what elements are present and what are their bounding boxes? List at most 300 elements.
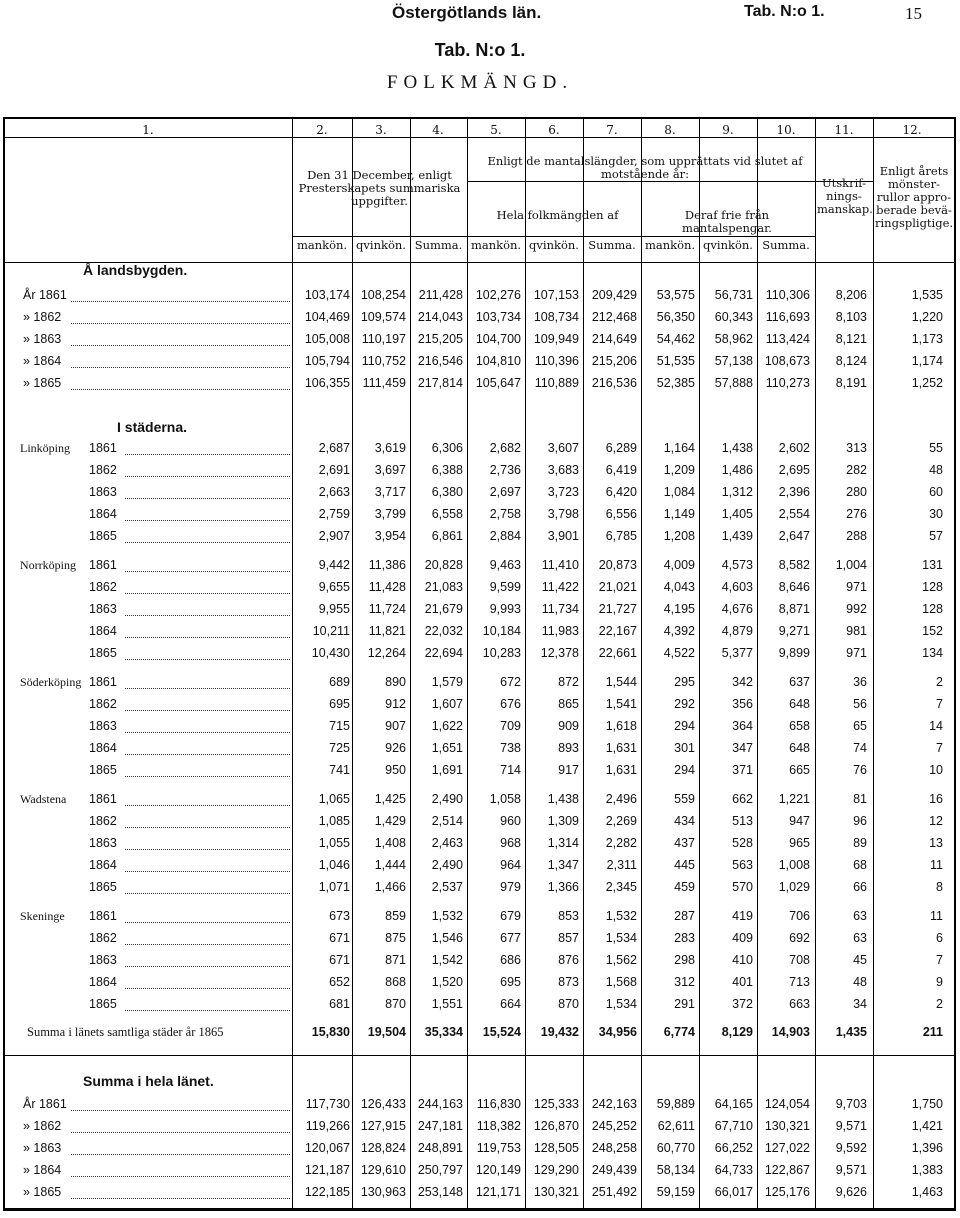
cell-value: 280 [846,485,867,499]
cell-value: 907 [385,719,406,733]
cell-value: 214,043 [417,310,463,324]
cell-value: 1,541 [605,697,637,711]
town-name: Skeninge [20,909,65,923]
cell-value: 347 [732,741,753,755]
cell-value: 1,314 [547,836,579,850]
cell-value: 971 [846,580,867,594]
cell-value: 1,631 [605,741,637,755]
cell-value: 19,432 [540,1025,579,1039]
table-row [5,697,954,717]
cell-value: 313 [846,441,867,455]
cell-value: 119,266 [305,1119,350,1133]
cell-value: 715 [329,719,350,733]
cell-value: 76 [853,763,867,777]
cell-value: 6,556 [605,507,637,521]
cell-value: 1,618 [605,719,637,733]
cell-value: 2,269 [605,814,637,828]
cell-value: 48 [853,975,867,989]
cell-value: 1,534 [605,931,637,945]
cell-value: 214,649 [591,332,637,346]
cell-value: 2,514 [431,814,463,828]
cell-value: 294 [674,763,695,777]
cell-value: 20,873 [598,558,637,572]
cell-value: 57 [929,529,943,543]
table-row [5,602,954,622]
dot-leader [71,1198,290,1199]
table-row [5,558,954,578]
cell-value: 372 [732,997,753,1011]
dot-leader [125,710,290,711]
cell-value: 679 [500,909,521,923]
row-year: 1864 [89,624,117,638]
table-row [5,909,954,929]
cell-value: 287 [674,909,695,923]
cell-value: 1,164 [663,441,695,455]
cell-value: 870 [385,997,406,1011]
cell-value: 2,695 [778,463,810,477]
cell-value: 1,252 [911,376,943,390]
cell-value: 89 [853,836,867,850]
cell-value: 22,694 [424,646,463,660]
cell-value: 6,558 [431,507,463,521]
cell-value: 11 [930,909,943,923]
table-row [5,441,954,461]
cell-value: 63 [853,909,867,923]
cell-value: 1,631 [605,763,637,777]
row-year: 1864 [89,507,117,521]
cell-value: 410 [732,953,753,967]
cell-value: 2,537 [431,880,463,894]
cell-value: 6,861 [431,529,463,543]
cell-value: 67,710 [714,1119,753,1133]
cell-value: 1,312 [721,485,753,499]
town-name: Söderköping [20,675,82,689]
cell-value: 248,891 [417,1141,463,1155]
cell-value: 9,703 [835,1097,867,1111]
dot-leader [125,476,290,477]
cell-value: 2,463 [431,836,463,850]
header-rule [467,236,815,237]
cell-value: 16 [929,792,943,806]
cell-value: 119,753 [476,1141,521,1155]
cell-value: 1,221 [778,792,810,806]
running-header-county: Östergötlands län. [392,3,542,22]
cell-value: 60,770 [656,1141,695,1155]
cell-value: 4,573 [721,558,753,572]
column-number: 10. [776,123,796,137]
cell-value: 111,459 [362,376,406,390]
cell-value: 21,679 [424,602,463,616]
dot-leader [71,345,290,346]
cell-value: 1,366 [547,880,579,894]
table-row [5,1119,954,1139]
cell-value: 11,422 [541,580,579,594]
cell-value: 2,282 [605,836,637,850]
dot-leader [125,498,290,499]
cell-value: 118,382 [476,1119,521,1133]
separator-rule [5,1055,954,1056]
row-label: » 1863 [23,332,62,346]
cell-value: 695 [329,697,350,711]
cell-value: 134 [922,646,943,660]
cell-value: 409 [732,931,753,945]
table-number-title: Tab. N:o 1. [434,40,526,60]
cell-value: 7 [936,697,943,711]
cell-value: 9,599 [489,580,521,594]
cell-value: 676 [500,697,521,711]
cell-value: 276 [846,507,867,521]
cell-value: 912 [385,697,406,711]
cell-value: 648 [789,697,810,711]
cell-value: 53,575 [656,288,695,302]
cell-value: 103,734 [475,310,521,324]
cell-value: 301 [674,741,695,755]
cell-value: 725 [329,741,350,755]
dot-leader [71,1132,290,1133]
cell-value: 371 [732,763,753,777]
header-rule [467,181,873,182]
cell-value: 1,486 [721,463,753,477]
cell-value: 3,717 [374,485,406,499]
row-year: 1863 [89,602,117,616]
cell-value: 2,496 [605,792,637,806]
cell-value: 10,184 [482,624,521,638]
cell-value: 1,691 [431,763,463,777]
cell-value: 2,697 [489,485,521,499]
cell-value: 106,355 [304,376,350,390]
cell-value: 890 [385,675,406,689]
column-number: 7. [606,123,618,137]
table-row [5,763,954,783]
row-year: 1863 [89,485,117,499]
cell-value: 7 [936,741,943,755]
cell-value: 1,347 [547,858,579,872]
cell-value: 893 [558,741,579,755]
dot-leader [125,571,290,572]
cell-value: 960 [500,814,521,828]
cell-value: 105,647 [475,376,521,390]
cell-value: 125,176 [764,1185,810,1199]
cell-value: 55 [929,441,943,455]
row-year: 1861 [89,558,117,572]
dot-leader [125,732,290,733]
dot-leader [125,637,290,638]
cell-value: 110,752 [361,354,406,368]
cell-value: 4,043 [663,580,695,594]
row-label: » 1862 [23,1119,62,1133]
subheader-8: Summa. [762,238,810,252]
cell-value: 2,602 [778,441,810,455]
row-year: 1861 [89,675,117,689]
row-year: 1864 [89,741,117,755]
cell-value: 5,377 [721,646,753,660]
cell-value: 648 [789,741,810,755]
cell-value: 1,383 [911,1163,943,1177]
cell-value: 8 [936,880,943,894]
cell-value: 2,647 [778,529,810,543]
section-total: Summa i hela länet. [83,1073,214,1089]
cell-value: 108,734 [533,310,579,324]
cell-value: 1,429 [374,814,406,828]
cell-value: 1,551 [431,997,463,1011]
column-number: 8. [664,123,676,137]
cell-value: 294 [674,719,695,733]
table-row [5,580,954,600]
cell-value: 6,289 [605,441,637,455]
cell-value: 104,469 [304,310,350,324]
running-header-table: Tab. N:o 1. [744,3,825,20]
dot-leader [125,776,290,777]
column-number: 12. [902,123,922,137]
row-year: 1863 [89,836,117,850]
cell-value: 671 [329,931,350,945]
cell-value: 1,421 [911,1119,943,1133]
cell-value: 11,428 [368,580,406,594]
cell-value: 104,700 [475,332,521,346]
row-label: » 1865 [23,1185,62,1199]
table-row [5,1025,954,1045]
cell-value: 215,206 [591,354,637,368]
cell-value: 3,798 [547,507,579,521]
cell-value: 3,697 [374,463,406,477]
subheader-5: Summa. [588,238,636,252]
cell-value: 665 [789,763,810,777]
cell-value: 965 [789,836,810,850]
section-towns: I städerna. [117,419,188,435]
cell-value: 853 [558,909,579,923]
table-row [5,332,954,352]
cell-value: 56,350 [656,310,695,324]
cell-value: 2,759 [318,507,350,521]
cell-value: 298 [674,953,695,967]
cell-value: 868 [385,975,406,989]
cell-value: 2,396 [778,485,810,499]
cell-value: 689 [329,675,350,689]
cell-value: 217,814 [417,376,463,390]
dot-leader [125,944,290,945]
cell-value: 56 [853,697,867,711]
cell-value: 54,462 [656,332,695,346]
cell-value: 8,129 [721,1025,753,1039]
cell-value: 9,899 [778,646,810,660]
cell-value: 34,956 [598,1025,637,1039]
table-row [5,858,954,878]
cell-value: 250,797 [417,1163,463,1177]
table-row [5,836,954,856]
cell-value: 1,085 [318,814,350,828]
cell-value: 11 [930,858,943,872]
cell-value: 22,167 [598,624,637,638]
cell-value: 1,622 [431,719,463,733]
cell-value: 695 [500,975,521,989]
dot-leader [71,323,290,324]
cell-value: 19,504 [367,1025,406,1039]
cell-value: 282 [846,463,867,477]
cell-value: 637 [789,675,810,689]
cell-value: 129,610 [360,1163,406,1177]
cell-value: 108,673 [764,354,810,368]
cell-value: 3,954 [374,529,406,543]
cell-value: 122,867 [764,1163,810,1177]
cell-value: 662 [732,792,753,806]
dot-leader [125,754,290,755]
cell-value: 58,134 [656,1163,695,1177]
table-row [5,880,954,900]
cell-value: 2,345 [605,880,637,894]
cell-value: 1,405 [721,507,753,521]
cell-value: 1,438 [721,441,753,455]
cell-value: 2,884 [489,529,521,543]
cell-value: 4,195 [663,602,695,616]
subheader-7: qvinkön. [703,238,753,252]
cell-value: 1,542 [431,953,463,967]
cell-value: 10,211 [312,624,350,638]
table-row [5,1163,954,1183]
cell-value: 21,021 [598,580,637,594]
cell-value: 1,408 [374,836,406,850]
cell-value: 57,888 [714,376,753,390]
cell-value: 110,273 [765,376,810,390]
dot-leader [125,893,290,894]
table-row [5,646,954,666]
cell-value: 437 [674,836,695,850]
cell-value: 434 [674,814,695,828]
cell-value: 11,821 [368,624,406,638]
row-label: År 1861 [23,1097,67,1111]
dot-leader [71,1176,290,1177]
cell-value: 1,444 [374,858,406,872]
cell-value: 102,276 [475,288,521,302]
subheader-0: mankön. [296,238,348,252]
cell-value: 926 [385,741,406,755]
cell-value: 857 [558,931,579,945]
subheader-6: mankön. [644,238,696,252]
cell-value: 127,022 [764,1141,810,1155]
cell-value: 60,343 [714,310,753,324]
column-number: 6. [548,123,560,137]
cell-value: 209,429 [591,288,637,302]
cell-value: 1,029 [778,880,810,894]
cell-value: 672 [500,675,521,689]
cell-value: 10,283 [482,646,521,660]
cell-value: 14 [929,719,943,733]
row-year: 1863 [89,719,117,733]
dot-leader [71,1154,290,1155]
cell-value: 709 [500,719,521,733]
cell-value: 1,309 [547,814,579,828]
row-year: 1865 [89,646,117,660]
cell-value: 859 [385,909,406,923]
cell-value: 130,321 [764,1119,810,1133]
cell-value: 909 [558,719,579,733]
cell-value: 130,963 [360,1185,406,1199]
dot-leader [125,827,290,828]
cell-value: 528 [732,836,753,850]
cell-value: 4,009 [663,558,695,572]
table-row [5,1141,954,1161]
cell-value: 64,165 [714,1097,753,1111]
cell-value: 917 [558,763,579,777]
cell-value: 35,334 [424,1025,463,1039]
cell-value: 12,264 [367,646,406,660]
cell-value: 6 [936,931,943,945]
cell-value: 706 [789,909,810,923]
table-row [5,1185,954,1205]
cell-value: 128 [922,602,943,616]
cell-value: 2,554 [778,507,810,521]
cell-value: 1,084 [663,485,695,499]
cell-value: 1,173 [911,332,943,346]
table-row [5,288,954,308]
cell-value: 2 [936,997,943,1011]
cell-value: 664 [500,997,521,1011]
cell-value: 1,439 [721,529,753,543]
cell-value: 1,579 [431,675,463,689]
cell-value: 21,083 [424,580,463,594]
cell-value: 875 [385,931,406,945]
cell-value: 673 [329,909,350,923]
cell-value: 1,396 [911,1141,943,1155]
table-row [5,814,954,834]
dot-leader [125,805,290,806]
cell-value: 1,466 [374,880,406,894]
cell-value: 128,505 [533,1141,579,1155]
table-row [5,675,954,695]
row-label: År 1861 [23,288,67,302]
cell-value: 964 [500,858,521,872]
cell-value: 6,380 [431,485,463,499]
cell-value: 249,439 [591,1163,637,1177]
cell-value: 6,419 [605,463,637,477]
cell-value: 2,490 [431,792,463,806]
cell-value: 12 [929,814,943,828]
cell-value: 6,420 [605,485,637,499]
column-number: 4. [432,123,444,137]
cell-value: 1,463 [911,1185,943,1199]
cell-value: 4,879 [721,624,753,638]
dot-leader [125,593,290,594]
row-year: 1862 [89,463,117,477]
cell-value: 1,149 [663,507,695,521]
row-year: 1864 [89,858,117,872]
cell-value: 677 [500,931,521,945]
cell-value: 3,619 [374,441,406,455]
table-row [5,529,954,549]
cell-value: 1,220 [911,310,943,324]
cell-value: 242,163 [591,1097,637,1111]
row-label: » 1862 [23,310,62,324]
cell-value: 513 [732,814,753,828]
dot-leader [71,301,290,302]
column-number: 9. [722,123,734,137]
cell-value: 8,121 [835,332,867,346]
cell-value: 3,683 [547,463,579,477]
cell-value: 63 [853,931,867,945]
cell-value: 2 [936,675,943,689]
cell-value: 130,321 [533,1185,579,1199]
cell-value: 66,017 [714,1185,753,1199]
cell-value: 992 [846,602,867,616]
cell-value: 103,174 [304,288,350,302]
cell-value: 1,058 [489,792,521,806]
dot-leader [125,849,290,850]
cell-value: 125,333 [533,1097,579,1111]
town-name: Norrköping [20,558,76,572]
cell-value: 1,532 [605,909,637,923]
cell-value: 152 [922,624,943,638]
cell-value: 8,646 [778,580,810,594]
cell-value: 871 [385,953,406,967]
